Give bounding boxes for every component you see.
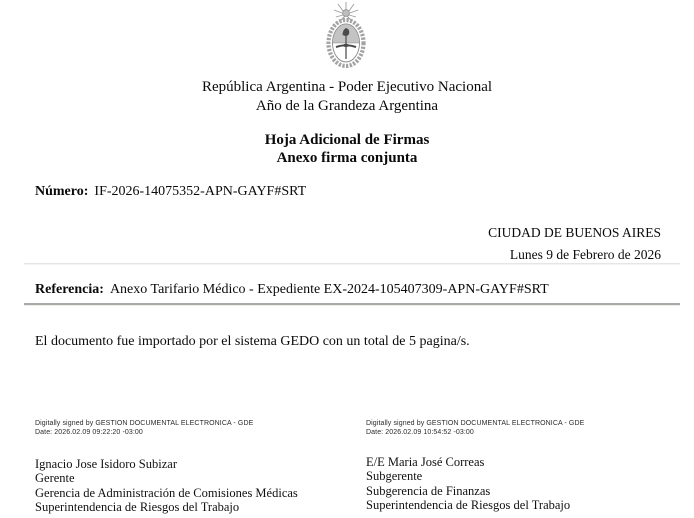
referencia-value: Anexo Tarifario Médico - Expediente EX-2024-105407309-APN-GAYF#SRT <box>109 282 549 297</box>
signer-left-name: Ignacio Jose Isidoro Subizar <box>35 457 177 471</box>
digital-signature-left-line2: Date: 2026.02.09 09:22:20 -03:00 <box>35 428 143 436</box>
signer-left <box>35 457 335 515</box>
signer-right-unit: Subgerencia de Finanzas <box>366 483 491 498</box>
signer-left-title: Gerente <box>35 471 75 486</box>
header-republic-line: República Argentina - Poder Ejecutivo Nacional <box>201 79 493 95</box>
signer-right-org: Superintendencia de Riesgos del Trabajo <box>366 498 571 513</box>
doc-title-line2: Anexo firma conjunta <box>276 150 418 166</box>
numero-row <box>35 184 306 200</box>
numero-value: IF-2026-14075352-APN-GAYF#SRT <box>94 184 307 199</box>
divider-light <box>24 263 680 265</box>
signer-right <box>366 455 666 513</box>
import-statement: El documento fue importado por el sistema GEDO con un total de 5 pagina/s. <box>35 334 470 349</box>
referencia-row <box>35 282 549 298</box>
header-year-line: Año de la Grandeza Argentina <box>255 98 439 114</box>
digital-signature-left-line1: Digitally signed by GESTION DOCUMENTAL ELECTRONICA - GDE <box>35 420 254 427</box>
divider-dark <box>24 303 680 306</box>
signer-right-title: Subgerente <box>366 469 423 484</box>
referencia-label: Referencia: <box>35 282 104 297</box>
signature-block-right <box>366 420 666 513</box>
digital-signature-right-line1: Digitally signed by GESTION DOCUMENTAL ELECTRONICA - GDE <box>366 420 585 427</box>
argentina-coat-of-arms-icon <box>312 2 382 70</box>
doc-title-line1: Hoja Adicional de Firmas <box>264 132 430 148</box>
date-line: Lunes 9 de Febrero de 2026 <box>509 247 661 262</box>
city-line: CIUDAD DE BUENOS AIRES <box>488 225 661 240</box>
signature-block-left <box>35 420 335 515</box>
signer-left-unit: Gerencia de Administración de Comisiones Médicas <box>35 485 298 500</box>
signer-left-org: Superintendencia de Riesgos del Trabajo <box>35 500 240 515</box>
numero-label: Número: <box>35 184 89 199</box>
signer-right-name: E/E Maria José Correas <box>366 455 485 469</box>
digital-signature-right-line2: Date: 2026.02.09 10:54:52 -03:00 <box>366 428 474 436</box>
